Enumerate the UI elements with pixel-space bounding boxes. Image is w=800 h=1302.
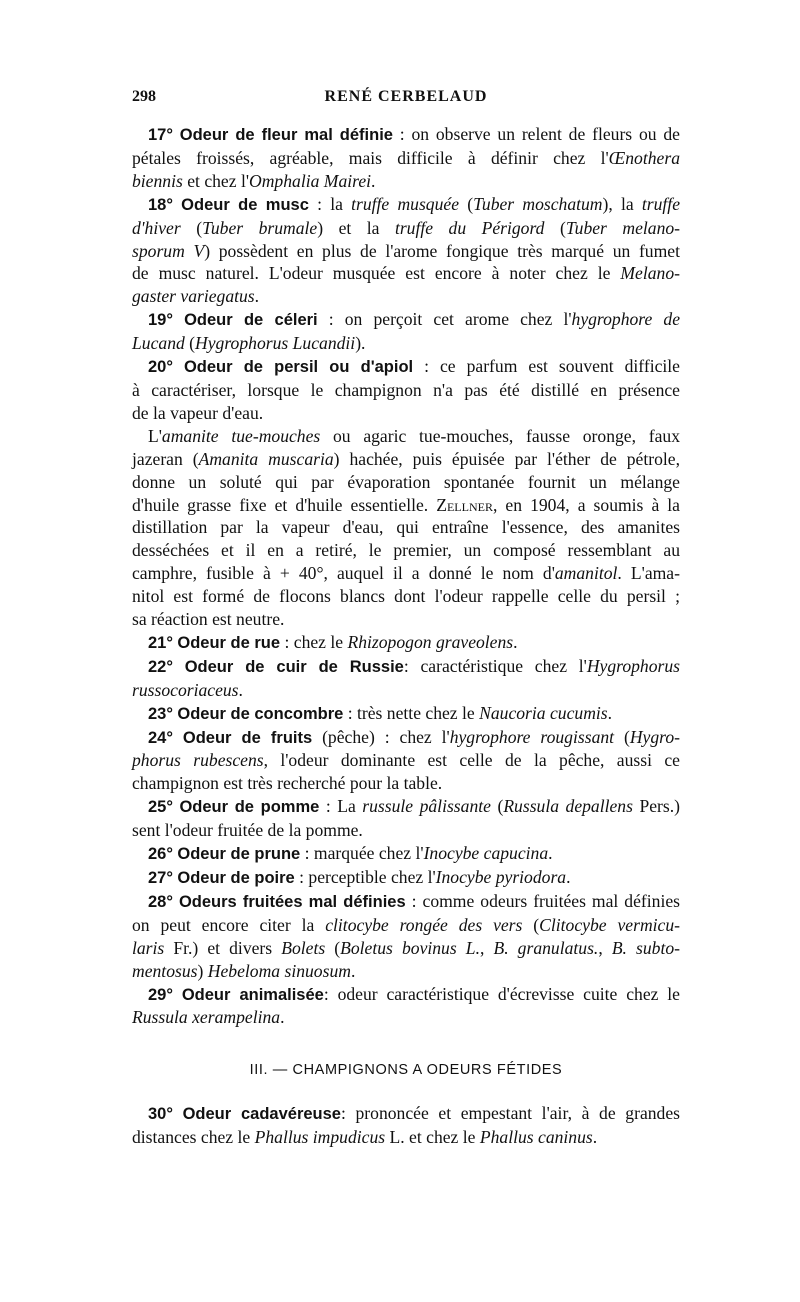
item-label: Odeur de pomme bbox=[179, 798, 320, 817]
item-number: 20° bbox=[148, 358, 173, 377]
paragraph-28: 28° Odeurs fruitées mal définies : comme odeurs fruitées mal définies on peut encore citer la clitocybe rongée des vers (Clitocybe vermicu- laris Fr.) et divers Bolets (Boletus bovinus L., B. granulatus., B. subto- mentosus) Hebeloma sinuosum. bbox=[132, 890, 681, 981]
item-number: 21° bbox=[148, 633, 173, 652]
item-label: Odeurs fruitées mal définies bbox=[178, 892, 406, 911]
item-label: Odeur de céleri bbox=[184, 311, 318, 330]
item-label: Odeur de prune bbox=[177, 845, 301, 864]
page-header bbox=[132, 88, 680, 112]
item-number: 26° bbox=[148, 845, 173, 864]
item-label: Odeur de poire bbox=[177, 869, 295, 887]
paragraph-25: 25° Odeur de pomme : La russule pâlissante (Russula depallens Pers.) sent l'odeur fruitée de la pomme. bbox=[132, 796, 680, 841]
paragraph-30: 30° Odeur cadavéreuse: prononcée et empestant l'air, à de grandes distances chez le Phallus impudicus L. et chez le Phallus caninus. bbox=[132, 1103, 681, 1148]
item-number: 22° bbox=[148, 657, 173, 676]
item-label: Odeur de concombre bbox=[177, 704, 344, 723]
item-number: 27° bbox=[148, 869, 173, 887]
item-label: Odeur de musc bbox=[181, 195, 309, 214]
item-label: Odeur de fleur mal définie bbox=[179, 126, 393, 144]
item-number: 30° bbox=[148, 1105, 173, 1124]
item-number: 28° bbox=[148, 892, 173, 911]
paragraph-23: 23° Odeur de concombre : très nette chez le Naucoria cucumis. bbox=[148, 702, 613, 723]
page-number: 298 bbox=[132, 88, 156, 105]
page-body bbox=[132, 123, 680, 1149]
section-heading: III. — CHAMPIGNONS A ODEURS FÉTIDES bbox=[249, 1062, 563, 1079]
item-number: 18° bbox=[148, 195, 173, 214]
paragraph-19: 19° Odeur de céleri : on perçoit cet arome chez l'hygrophore de Lucand (Hygrophorus Lucandii). bbox=[132, 309, 681, 354]
item-number: 19° bbox=[148, 311, 173, 330]
item-label: Odeur animalisée bbox=[181, 985, 324, 1004]
item-label: Odeur de persil ou d'apiol bbox=[183, 358, 414, 377]
paragraph-26: 26° Odeur de prune : marquée chez l'Inocybe capucina. bbox=[148, 843, 553, 864]
paragraph-21: 21° Odeur de rue : chez le Rhizopogon graveolens. bbox=[148, 631, 518, 652]
item-number: 25° bbox=[148, 798, 173, 817]
paragraph-18: 18° Odeur de musc : la truffe musquée (Tuber moschatum), la truffe d'hiver (Tuber brumale) et la truffe du Périgord (Tuber melano- sporum V) possèdent en plus de l'arome fongique très marqué un fumet de musc naturel. L'odeur musquée est encore à noter chez le Melano- gaster variegatus. bbox=[132, 193, 681, 307]
running-title: RENÉ CERBELAUD bbox=[324, 88, 488, 105]
paragraph-24: 24° Odeur de fruits (pêche) : chez l'hygrophore rougissant (Hygro- phorus rubescens, l'odeur dominante est celle de la pêche, aussi ce champignon est très recherché pour la table. bbox=[132, 726, 680, 794]
item-number: 23° bbox=[148, 704, 173, 723]
paragraph-17: 17° Odeur de fleur mal définie : on observe un relent de fleurs ou de pétales froissés, agréable, mais difficile à définir chez l'Œnothera biennis et chez l'Omphalia Mairei. bbox=[132, 124, 680, 191]
item-label: Odeur cadavéreuse bbox=[182, 1105, 341, 1124]
item-label: Odeur de fruits bbox=[182, 728, 313, 747]
item-label: Odeur de cuir de Russie bbox=[184, 657, 404, 676]
item-label: Odeur de rue bbox=[177, 633, 281, 652]
item-number: 24° bbox=[148, 728, 173, 747]
paragraph-20: 20° Odeur de persil ou d'apiol : ce parfum est souvent difficile à caractériser, lorsque le champignon n'a pas été distillé en présence de la vapeur d'eau. bbox=[132, 356, 680, 423]
item-number: 17° bbox=[148, 126, 173, 144]
paragraph-27: 27° Odeur de poire : perceptible chez l'Inocybe pyriodora. bbox=[148, 867, 571, 887]
paragraph-amanite: L'amanite tue-mouches ou agaric tue-mouches, fausse oronge, faux jazeran (Amanita muscaria) hachée, puis épuisée par l'éther de pétrole, donne un soluté qui par évaporation spontanée fournit un mélange d'huile grasse fixe et d'huile essentielle. Zellner, en 1904, a soumis à la distillation par la vapeur d'eau, qui entraîne l'essence, des amanites desséchées et il en a retiré, le premier, un composé ressemblant au camphre, fusible à + 40°, auquel il a donné le nom d'amanitol. L'ama- nitol est formé de flocons blancs dont l'odeur rappelle celle du persil ; sa réaction est neutre. bbox=[132, 425, 681, 630]
item-number: 29° bbox=[148, 985, 173, 1004]
paragraph-29: 29° Odeur animalisée: odeur caractéristique d'écrevisse cuite chez le Russula xerampelina. bbox=[132, 983, 680, 1028]
paragraph-22: 22° Odeur de cuir de Russie: caractéristique chez l'Hygrophorus russocoriaceus. bbox=[132, 655, 681, 700]
